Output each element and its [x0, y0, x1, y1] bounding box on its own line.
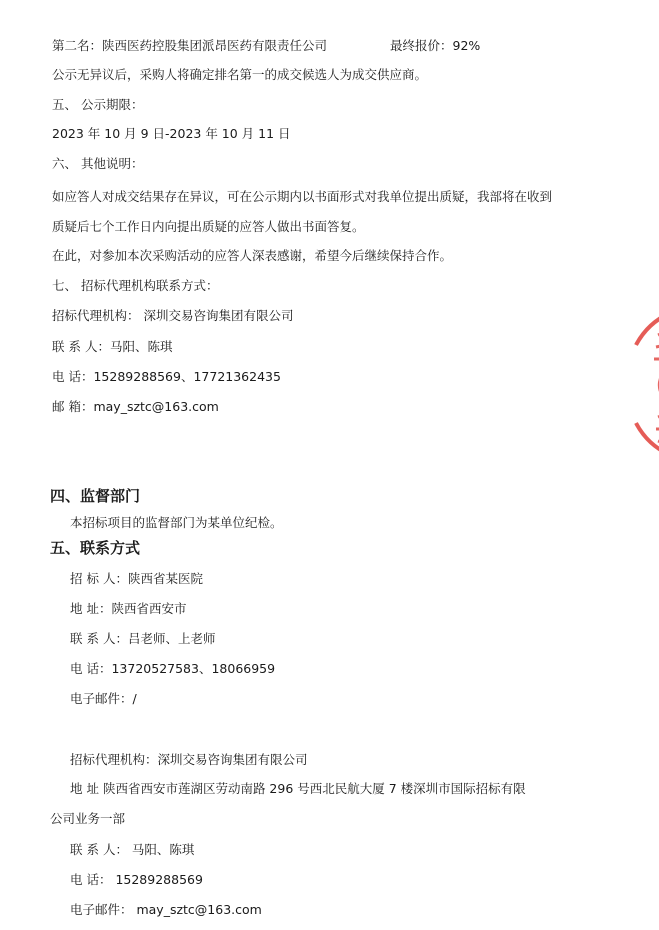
agency-address-line-1: 地 址 陕西省西安市莲湖区劳动南路 296 号西北民航大厦 7 楼深圳市国际招标有限 [70, 781, 526, 796]
agency-email-line: 电子邮件： may_sztc@163.com [70, 902, 262, 917]
note-line-3: 在此，对参加本次采购活动的应答人深表感谢，希望今后继续保持合作。 [52, 248, 453, 263]
agency-line: 招标代理机构： 深圳交易咨询集团有限公司 [52, 308, 294, 323]
supervision-text: 本招标项目的监督部门为某单位纪检。 [70, 515, 283, 530]
phone-line-2: 电 话：13720527583、18066959 [70, 661, 276, 676]
final-quote: 最终报价：92% [390, 38, 481, 53]
phone-line: 电 话：15289288569、17721362435 [52, 369, 281, 384]
contact-person-line: 联 系 人：吕老师、上老师 [70, 631, 216, 646]
email-line-2: 电子邮件：/ [70, 691, 137, 706]
no-objection-text: 公示无异议后，采购人将确定排名第一的成交候选人为成交供应商。 [52, 67, 428, 82]
publicity-period: 2023 年 10 月 9 日-2023 年 10 月 11 日 [52, 126, 291, 141]
second-place-line: 第二名：陕西医药控股集团派昂医药有限责任公司 [52, 38, 328, 53]
address-line: 地 址：陕西省西安市 [70, 601, 187, 616]
section-5-title: 五、 公示期限： [52, 97, 144, 112]
agency-contact-line: 联 系 人： 马阳、陈琪 [70, 842, 195, 857]
note-line-2: 质疑后七个工作日内向提出质疑的应答人做出书面答复。 [52, 219, 365, 234]
note-line-1: 如应答人对成交结果存在异议，可在公示期内以书面形式对我单位提出质疑，我部将在收到 [52, 189, 553, 204]
agency-line-2: 招标代理机构：深圳交易咨询集团有限公司 [70, 752, 308, 767]
section-6-title: 六、 其他说明： [52, 156, 144, 171]
agency-address-line-2: 公司业务一部 [50, 811, 126, 826]
contact-section-title: 五、联系方式 [50, 539, 141, 557]
contact-line: 联 系 人：马阳、陈琪 [52, 339, 173, 354]
section-7-title: 七、 招标代理机构联系方式： [52, 278, 219, 293]
agency-phone-line: 电 话： 15289288569 [70, 872, 203, 887]
tenderer-line: 招 标 人：陕西省某医院 [70, 571, 203, 586]
red-seal-stamp [618, 305, 659, 465]
supervision-title: 四、监督部门 [50, 487, 141, 505]
email-line: 邮 箱：may_sztc@163.com [52, 399, 219, 414]
